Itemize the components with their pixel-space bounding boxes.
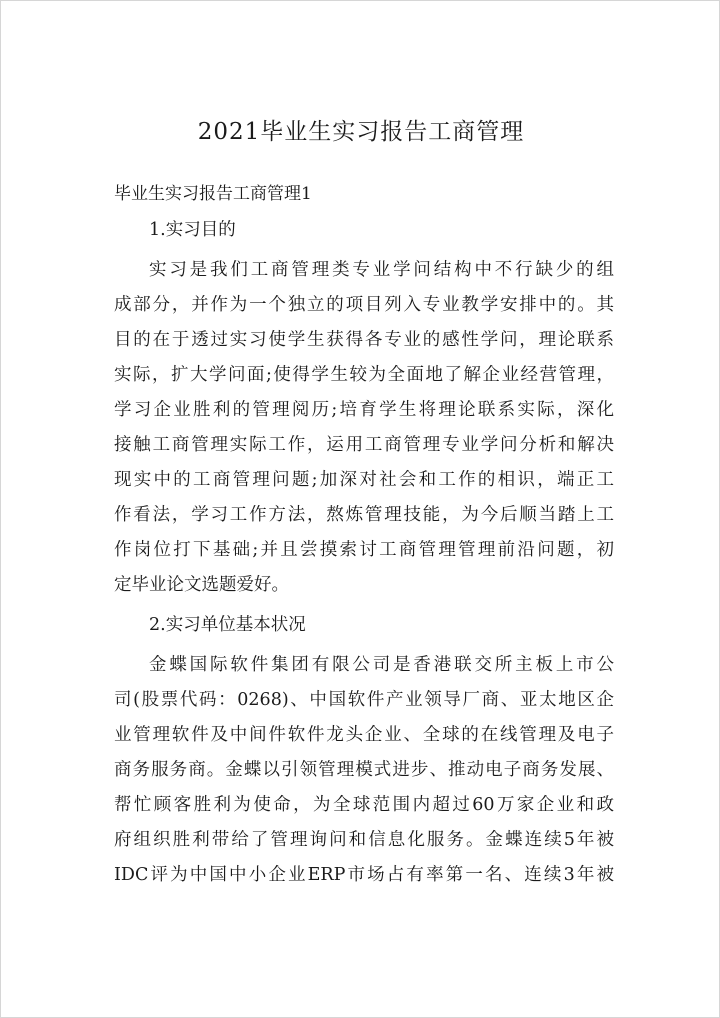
paragraph-line: 实际，扩大学问面;使得学生较为全面地了解企业经营管理， [114,365,614,385]
paragraph-line: 府组织胜利带给了管理询问和信息化服务。金蝶连续5年被 [114,830,614,850]
paragraph-line: 司(股票代码：0268)、中国软件产业领导厂商、亚太地区企 [114,690,614,710]
paragraph-line: 目的在于透过实习使学生获得各专业的感性学问，理论联系 [114,330,614,350]
document-title: 2021毕业生实习报告工商管理 [197,119,525,145]
heading-company-status: 2.实习单位基本状况 [149,615,306,635]
paragraph-line: 作岗位打下基础;并且尝摸索讨工商管理管理前沿问题，初 [114,540,614,560]
paragraph-line: 金蝶国际软件集团有限公司是香港联交所主板上市公 [149,655,614,675]
paragraph-line: 商务服务商。金蝶以引领管理模式进步、推动电子商务发展、 [114,760,614,780]
paragraph-line: 学习企业胜利的管理阅历;培育学生将理论联系实际，深化 [114,400,614,420]
section-subtitle: 毕业生实习报告工商管理1 [114,184,312,204]
paragraph-line: 帮忙顾客胜利为使命，为全球范围内超过60万家企业和政 [114,795,614,815]
paragraph-line: 现实中的工商管理问题;加深对社会和工作的相识，端正工 [114,470,614,490]
paragraph-line: IDC评为中国中小企业ERP市场占有率第一名、连续3年被 [114,865,614,885]
heading-purpose: 1.实习目的 [149,220,236,240]
paragraph-line: 成部分，并作为一个独立的项目列入专业教学安排中的。其 [114,295,614,315]
paragraph-line: 作看法，学习工作方法，熬炼管理技能，为今后顺当踏上工 [114,505,614,525]
paragraph-line: 业管理软件及中间件软件龙头企业、全球的在线管理及电子 [114,725,614,745]
paragraph-line: 接触工商管理实际工作，运用工商管理专业学问分析和解决 [114,435,614,455]
paragraph-line: 实习是我们工商管理类专业学问结构中不行缺少的组 [149,260,614,280]
paragraph-line: 定毕业论文选题爱好。 [114,575,289,595]
